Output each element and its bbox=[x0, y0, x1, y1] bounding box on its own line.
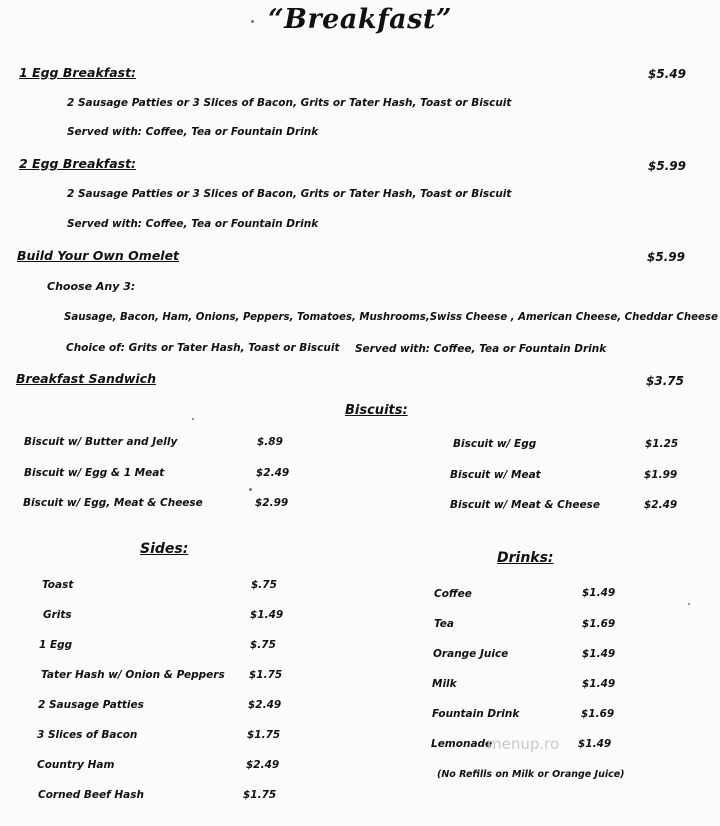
biscuit-right-price: $2.49 bbox=[644, 499, 678, 511]
drinks-heading: Drinks: bbox=[497, 550, 554, 566]
side-item-name: Toast bbox=[42, 579, 74, 591]
drink-item-price: $1.69 bbox=[582, 618, 616, 630]
item-2-egg-breakfast-name: 2 Egg Breakfast: bbox=[19, 156, 137, 171]
item-breakfast-sandwich-price: $3.75 bbox=[646, 374, 684, 388]
item-breakfast-sandwich-name: Breakfast Sandwich bbox=[16, 371, 156, 386]
biscuit-left-name: Biscuit w/ Egg & 1 Meat bbox=[24, 467, 165, 479]
page-title: “Breakfast” bbox=[268, 4, 452, 35]
side-item-price: $.75 bbox=[250, 639, 276, 651]
biscuit-right-price: $1.25 bbox=[645, 438, 679, 450]
drink-item-price: $1.49 bbox=[578, 738, 612, 750]
drink-item-price: $1.49 bbox=[582, 678, 616, 690]
side-item-price: $1.75 bbox=[247, 729, 281, 741]
item-omelet-choose: Choose Any 3: bbox=[47, 280, 136, 293]
side-item-price: $1.75 bbox=[243, 789, 277, 801]
drink-item-name: Coffee bbox=[434, 588, 472, 600]
side-item-price: $.75 bbox=[251, 579, 277, 591]
drink-item-name: Tea bbox=[434, 618, 455, 630]
item-omelet-options: Sausage, Bacon, Ham, Onions, Peppers, Tomatoes, Mushrooms,Swiss Cheese , American Cheese, Cheddar Cheese bbox=[64, 312, 718, 323]
biscuits-heading: Biscuits: bbox=[345, 403, 408, 418]
biscuit-left-price: $2.99 bbox=[255, 497, 289, 509]
biscuit-right-name: Biscuit w/ Egg bbox=[453, 438, 537, 450]
biscuit-right-name: Biscuit w/ Meat & Cheese bbox=[450, 499, 600, 511]
item-omelet-price: $5.99 bbox=[647, 250, 685, 264]
side-item-name: 3 Slices of Bacon bbox=[37, 729, 138, 741]
item-1-egg-breakfast-price: $5.49 bbox=[648, 67, 686, 81]
biscuit-left-price: $.89 bbox=[257, 436, 283, 448]
item-1-egg-breakfast-name: 1 Egg Breakfast: bbox=[19, 65, 137, 80]
speck-decoration bbox=[249, 488, 252, 491]
item-omelet-served: Served with: Coffee, Tea or Fountain Drink bbox=[355, 343, 607, 355]
item-omelet-name: Build Your Own Omelet bbox=[17, 248, 180, 263]
side-item-price: $2.49 bbox=[246, 759, 280, 771]
drink-item-price: $1.49 bbox=[582, 648, 616, 660]
item-1-egg-breakfast-desc: 2 Sausage Patties or 3 Slices of Bacon, Grits or Tater Hash, Toast or Biscuit bbox=[67, 97, 512, 109]
drink-item-name: Milk bbox=[432, 678, 457, 690]
side-item-name: Country Ham bbox=[37, 759, 115, 771]
drink-item-name: Lemonade bbox=[431, 738, 493, 750]
biscuit-right-price: $1.99 bbox=[644, 469, 678, 481]
biscuit-right-name: Biscuit w/ Meat bbox=[450, 469, 541, 481]
watermark-text: menup.ro bbox=[487, 735, 560, 753]
speck-decoration bbox=[688, 603, 690, 605]
item-2-egg-breakfast-desc: 2 Sausage Patties or 3 Slices of Bacon, Grits or Tater Hash, Toast or Biscuit bbox=[67, 188, 512, 200]
biscuit-left-name: Biscuit w/ Butter and Jelly bbox=[24, 436, 178, 448]
side-item-name: 1 Egg bbox=[39, 639, 73, 651]
item-omelet-choice: Choice of: Grits or Tater Hash, Toast or Biscuit bbox=[66, 342, 340, 354]
side-item-name: Grits bbox=[43, 609, 72, 621]
drink-item-name: Fountain Drink bbox=[432, 708, 520, 720]
speck-decoration bbox=[251, 20, 254, 23]
item-2-egg-breakfast-price: $5.99 bbox=[648, 159, 686, 173]
drink-item-price: $1.49 bbox=[582, 587, 616, 599]
speck-decoration bbox=[192, 418, 194, 420]
side-item-name: Corned Beef Hash bbox=[38, 789, 144, 801]
biscuit-left-price: $2.49 bbox=[256, 467, 290, 479]
item-1-egg-breakfast-served: Served with: Coffee, Tea or Fountain Drink bbox=[67, 126, 319, 138]
side-item-name: 2 Sausage Patties bbox=[38, 699, 144, 711]
side-item-price: $1.49 bbox=[250, 609, 284, 621]
side-item-price: $1.75 bbox=[249, 669, 283, 681]
sides-heading: Sides: bbox=[140, 541, 189, 557]
item-2-egg-breakfast-served: Served with: Coffee, Tea or Fountain Drink bbox=[67, 218, 319, 230]
biscuit-left-name: Biscuit w/ Egg, Meat & Cheese bbox=[23, 497, 203, 509]
side-item-price: $2.49 bbox=[248, 699, 282, 711]
drink-item-name: Orange Juice bbox=[433, 648, 509, 660]
drinks-note: (No Refills on Milk or Orange Juice) bbox=[437, 769, 625, 780]
drink-item-price: $1.69 bbox=[581, 708, 615, 720]
side-item-name: Tater Hash w/ Onion & Peppers bbox=[41, 669, 225, 681]
